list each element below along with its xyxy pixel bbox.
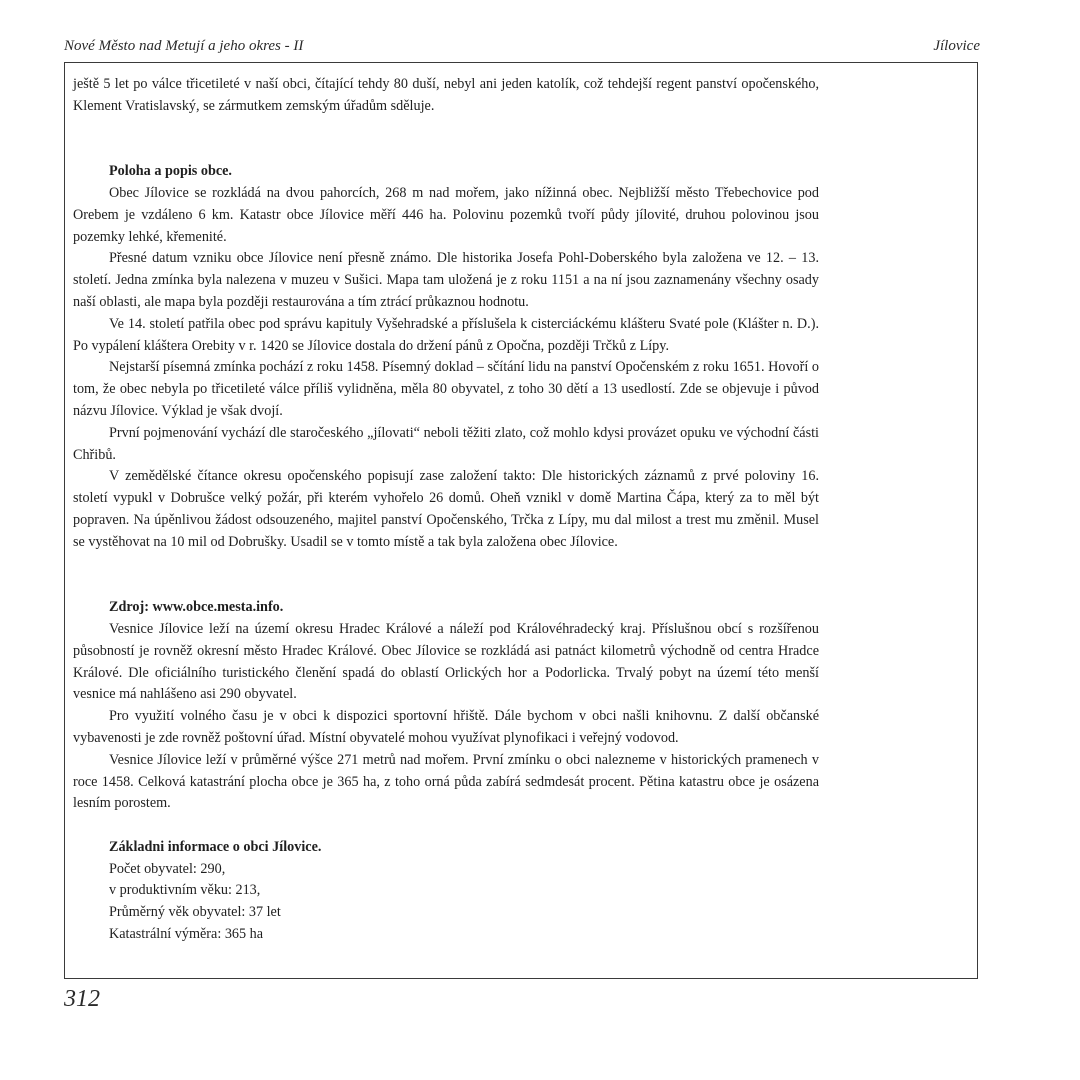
- paragraph: Vesnice Jílovice leží v průměrné výšce 271 metrů nad mořem. První zmínku o obci nalezneme v historických pramenech v roce 1458. Celková katastrání plocha obce je 365 ha, z toho orná půda zabírá sedmdesát procent. Pětina katastru obce je osázena lesním porostem.: [73, 751, 819, 812]
- page-number: 312: [64, 986, 100, 1012]
- paragraph: Nejstarší písemná zmínka pochází z roku 1458. Písemný doklad – sčítání lidu na panství Opočenském z roku 1651. Hovoří o tom, že obec nebyla po třicetileté válce příliš vylidněna, měla 80 obyvatel, z toho 30 dětí a 13 usedlostí. Zde se objevuje i původ názvu Jílovice. Výklad je však dvojí.: [73, 359, 819, 419]
- paragraph: První pojmenování vychází dle staročeského „jílovati“ neboli těžiti zlato, což mohlo kdysi provázet opuku ve východní části Chřibů.: [73, 424, 819, 463]
- header-publication-title: Nové Město nad Metují a jeho okres - II: [64, 38, 304, 54]
- section-heading-location: Poloha a popis obce.: [109, 163, 232, 180]
- info-line-productive-age: v produktivním věku: 213,: [109, 882, 261, 899]
- section-gap: [73, 118, 819, 162]
- paragraph: V zemědělské čítance okresu opočenského popisují zase založení takto: Dle historických záznamů z prvé poloviny 16. století vypukl v Dobrušce velký požár, při kterém vyhořelo 26 domů. Oheň vznikl v domě Martina Čápa, který za to měl být popraven. Na úpěnlivou žádost odsouzeného, majitel panství Opočenského, Trčka z Lípy, mu dal milost a trest mu změnil. Musel se vystěhovat na 10 mil od Dobrušky. Usadil se v tomto místě a tak byla založena obec Jílovice.: [73, 468, 819, 550]
- info-line-average-age: Průměrný věk obyvatel: 37 let: [109, 904, 281, 921]
- paragraph: Ve 14. století patřila obec pod správu kapituly Vyšehradské a příslušela k cisterciáckému klášteru Svaté pole (Klášter n. D.). Po vypálení kláštera Orebity v r. 1420 se Jílovice dostala do držení pánů z Opočna, později Trčků z Lípy.: [73, 315, 819, 354]
- intro-paragraph: ještě 5 let po válce třicetileté v naší obci, čítající tehdy 80 duší, nebyl ani jeden katolík, což tehdejší regent panství opočenského, Klement Vratislavský, se zármutkem zemským úřadům sděluje.: [73, 76, 819, 114]
- info-line-population: Počet obyvatel: 290,: [109, 860, 226, 877]
- section-gap: [73, 554, 819, 598]
- section-heading-source: Zdroj: www.obce.mesta.info.: [109, 599, 284, 616]
- paragraph: Přesné datum vzniku obce Jílovice není přesně známo. Dle historika Josefa Pohl-Doberského byla založena ve 12. – 13. století. Jedna zmínka byla nalezena v muzeu v Sušici. Mapa tam uložená je z roku 1151 a na ní jsou zaznamenány všechny osady naší oblasti, ale mapa byla později restaurována a tím ztrácí průkaznou hodnotu.: [73, 250, 819, 310]
- running-header: [64, 38, 980, 60]
- info-line-cadastral-area: Katastrální výměra: 365 ha: [109, 926, 264, 943]
- header-chapter-title: Jílovice: [933, 38, 980, 54]
- paragraph: Pro využití volného času je v obci k dispozici sportovní hřiště. Dále bychom v obci našli knihovnu. Z další občanské vybavenosti je zde rovněž poštovní úřad. Místní obyvatelé mohou využívat plynofikaci i veřejný vodovod.: [73, 708, 819, 746]
- page-content: [73, 74, 819, 946]
- paragraph: Vesnice Jílovice leží na území okresu Hradec Králové a náleží pod Královéhradecký kraj. Příslušnou obcí s rozšířenou působností je rovněž okresní město Hradec Králové. Obec Jílovice se rozkládá asi patnáct kilometrů východně od centra Hradce Králové. Dle oficiálního turistického členění spadá do oblastí Orlických hor a Podorlicka. Trvalý pobyt na území této menší vesnice má nahlášeno asi 290 obyvatel.: [73, 620, 819, 703]
- section-heading-basic-info: Základni informace o obci Jílovice.: [109, 838, 322, 855]
- paragraph: Obec Jílovice se rozkládá na dvou pahorcích, 268 m nad mořem, jako nížinná obec. Nejbližší město Třebechovice pod Orebem je vzdáleno 6 km. Katastr obce Jílovice měří 446 ha. Polovinu pozemků tvoří půdy jílovité, druhou polovinou jsou pozemky lehké, křemenité.: [73, 184, 819, 245]
- section-gap: [73, 815, 819, 837]
